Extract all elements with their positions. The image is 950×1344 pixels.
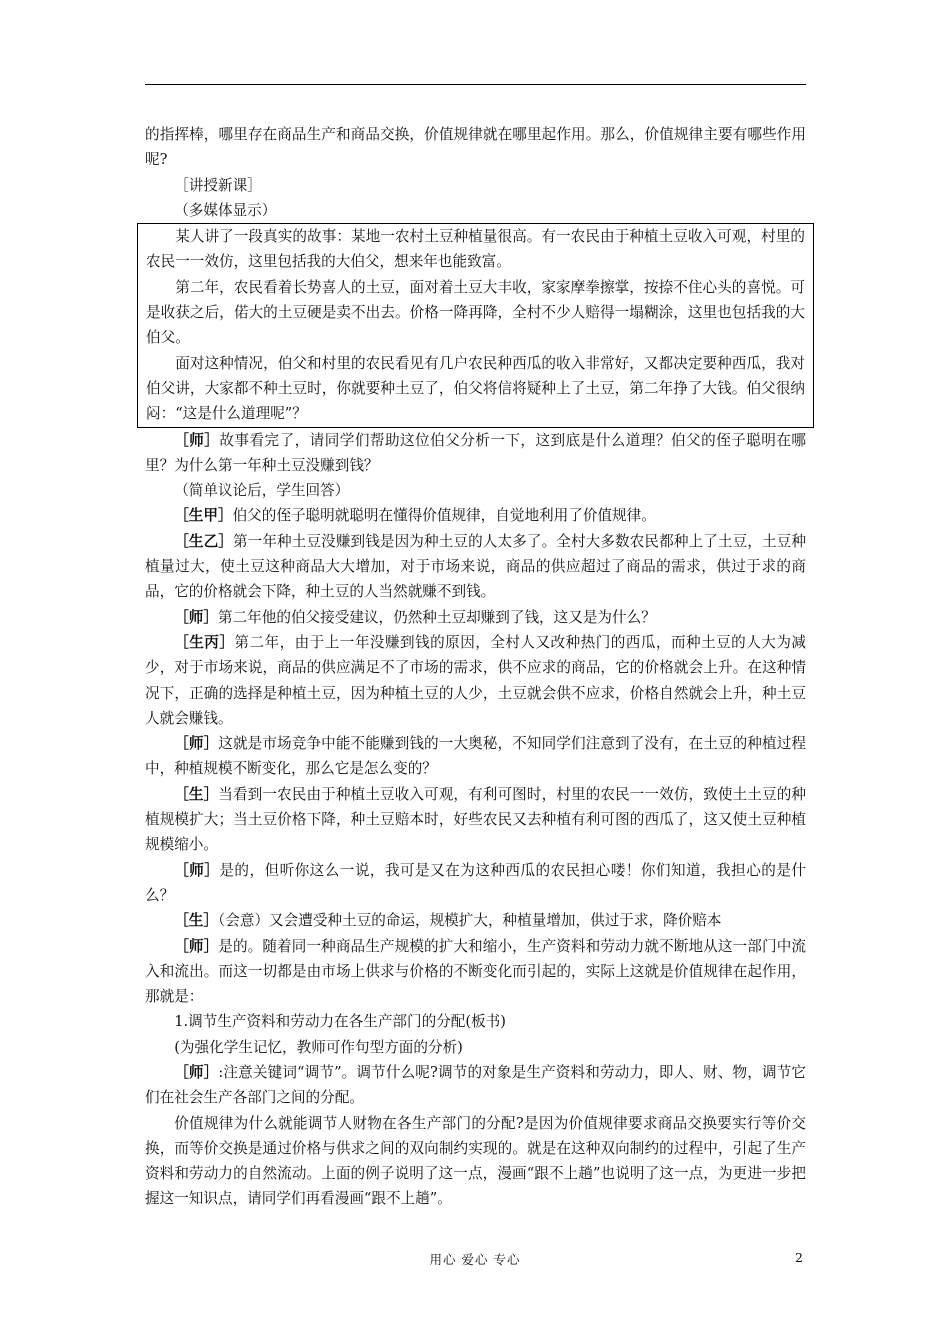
- paragraph-text: 是的，但听你这么一说，我可是又在为这种西瓜的农民担心喽！你们知道，我担心的是什么？: [145, 861, 806, 904]
- paragraph-text: 当看到一农民由于种植土豆收入可观，有利可图时，村里的农民一一效仿，致使土土豆的种植规模扩大；当土豆价格下降，种土豆赔本时，好些农民又去种植有利可图的西瓜了，这又使土豆种植规模缩小。: [145, 785, 806, 854]
- body-paragraph: [145, 908, 806, 933]
- paragraph-text: 第一年种土豆没赚到钱是因为种土豆的人太多了。全村大多数农民都种上了土豆，土豆种植量过大，使土豆这种商品大大增加，对于市场来说，商品的供应超过了商品的需求，供过于求的商品，它的价格就会下降，种土豆的人当然就赚不到钱。: [145, 532, 806, 601]
- boxed-story-paragraph: [146, 275, 805, 351]
- paragraph-text: 第二年，农民看着长势喜人的土豆，面对着土豆大丰收，家家摩拳擦掌，按捺不住心头的喜悦。可是收获之后，偌大的土豆硬是卖不出去。价格一降再降，全村不少人赔得一塌糊涂，这里也包括我的大伯父。: [146, 278, 805, 347]
- body-paragraph: [145, 478, 806, 503]
- body-paragraph: [145, 934, 806, 1010]
- speaker-tag: ［师］: [174, 937, 219, 955]
- body-paragraph: [145, 1035, 806, 1060]
- body-paragraph: [145, 782, 806, 858]
- paragraph-text: 伯父的侄子聪明就聪明在懂得价值规律，自觉地利用了价值规律。: [232, 507, 656, 525]
- paragraph-text: （会意）又会遭受种土豆的命运，规模扩大，种植量增加，供过于求，降价赔本: [217, 912, 722, 930]
- speaker-tag: ［师］: [174, 861, 220, 879]
- header-rule: [145, 84, 806, 85]
- paragraph-text: 1.调节生产资料和劳动力在各生产部门的分配(板书): [174, 1013, 506, 1031]
- speaker-tag: ［生］: [174, 785, 219, 803]
- page-number: 2: [795, 1250, 803, 1265]
- body-paragraph: [145, 198, 806, 223]
- boxed-story-paragraph: [146, 351, 805, 427]
- body-paragraph: [145, 1060, 806, 1111]
- paragraph-text: :注意关键词“调节”。调节什么呢?调节的对象是生产资料和劳动力，即人、财、物，调节它们在社会生产各部门之间的分配。: [145, 1063, 806, 1107]
- speaker-tag: ［生丙］: [174, 633, 235, 651]
- body-paragraph: [145, 529, 806, 605]
- paragraph-text: 是的。随着同一种商品生产规模的扩大和缩小，生产资料和劳动力就不断地从这一部门中流入和流出。而这一切都是由市场上供求与价格的不断变化而引起的，实际上这就是价值规律在起作用，那就是：: [145, 937, 806, 1006]
- paragraph-text: 故事看完了，请同学们帮助这位伯父分析一下，这到底是什么道理？伯父的侄子聪明在哪里？为什么第一年种土豆没赚到钱？: [145, 431, 806, 474]
- paragraph-text: 的指挥棒，哪里存在商品生产和商品交换，价值规律就在哪里起作用。那么，价值规律主要有哪些作用呢?: [145, 126, 806, 169]
- speaker-tag: ［生甲］: [174, 507, 233, 525]
- speaker-tag: ［师］: [174, 735, 219, 753]
- speaker-tag: ［师］: [174, 608, 218, 626]
- body-paragraph: [145, 428, 806, 479]
- paragraph-text: 价值规律为什么就能调节人财物在各生产部门的分配?是因为价值规律要求商品交换要实行等价交换，而等价交换是通过价格与供求之间的双向制约实现的。就是在这种双向制约的过程中，引起了生产资料和劳动力的自然流动。上面的例子说明了这一点，漫画“跟不上趟”也说明了这一点，为更进一步把握这一知识点，请同学们再看漫画“跟不上趟”。: [145, 1114, 806, 1208]
- body-paragraph: [145, 1009, 806, 1034]
- paragraph-text: 这就是市场竞争中能不能赚到钱的一大奥秘，不知同学们注意到了没有，在土豆的种植过程中，种植规模不断变化，那么它是怎么变的？: [145, 735, 806, 778]
- speaker-tag: ［师］: [174, 1063, 219, 1081]
- paragraph-text: 面对这种情况，伯父和村里的农民看见有几户农民种西瓜的收入非常好，又都决定要种西瓜，我对伯父讲，大家都不种土豆时，你就要种土豆了，伯父将信将疑种上了土豆，第二年挣了大钱。伯父很纳闷：“这是什么道理呢”？: [146, 354, 805, 423]
- body-paragraph: [145, 173, 806, 198]
- speaker-tag: ［生］: [174, 912, 218, 930]
- paragraph-text: （多媒体显示）: [174, 201, 277, 219]
- speaker-tag: ［师］: [174, 431, 220, 449]
- paragraph-text: 第二年，由于上一年没赚到钱的原因，全村人又改种热门的西瓜，而种土豆的人大为减少，对于市场来说，商品的供应满足不了市场的需求，供不应求的商品，它的价格就会上升。在这种情况下，正确的选择是种植土豆，因为种植土豆的人少，土豆就会供不应求，价格自然就会上升，种土豆人就会赚钱。: [145, 633, 806, 727]
- body-paragraph: [145, 605, 806, 630]
- body-paragraph: [145, 731, 806, 782]
- body-paragraph: [145, 122, 806, 173]
- speaker-tag: ［生乙］: [174, 532, 233, 550]
- story-box: [137, 223, 814, 427]
- boxed-story-paragraph: [146, 224, 805, 275]
- body-paragraph: [145, 858, 806, 909]
- document-body: [145, 122, 806, 1212]
- body-paragraph: [145, 503, 806, 528]
- paragraph-text: 第二年他的伯父接受建议，仍然种土豆却赚到了钱，这又是为什么？: [217, 608, 656, 626]
- paragraph-text: （简单议论后，学生回答）: [174, 482, 350, 500]
- body-paragraph: [145, 630, 806, 731]
- paragraph-text: (为强化学生记忆，教师可作句型方面的分析): [174, 1038, 463, 1056]
- paragraph-text: 某人讲了一段真实的故事：某地一农村土豆种植量很高。有一农民由于种植土豆收入可观，村里的农民一一效仿，这里包括我的大伯父，想来年也能致富。: [146, 228, 805, 271]
- footer-slogan: 用心 爱心 专心: [429, 1252, 521, 1267]
- body-paragraph: [145, 1111, 806, 1212]
- paragraph-text: ［讲授新课］: [174, 176, 262, 194]
